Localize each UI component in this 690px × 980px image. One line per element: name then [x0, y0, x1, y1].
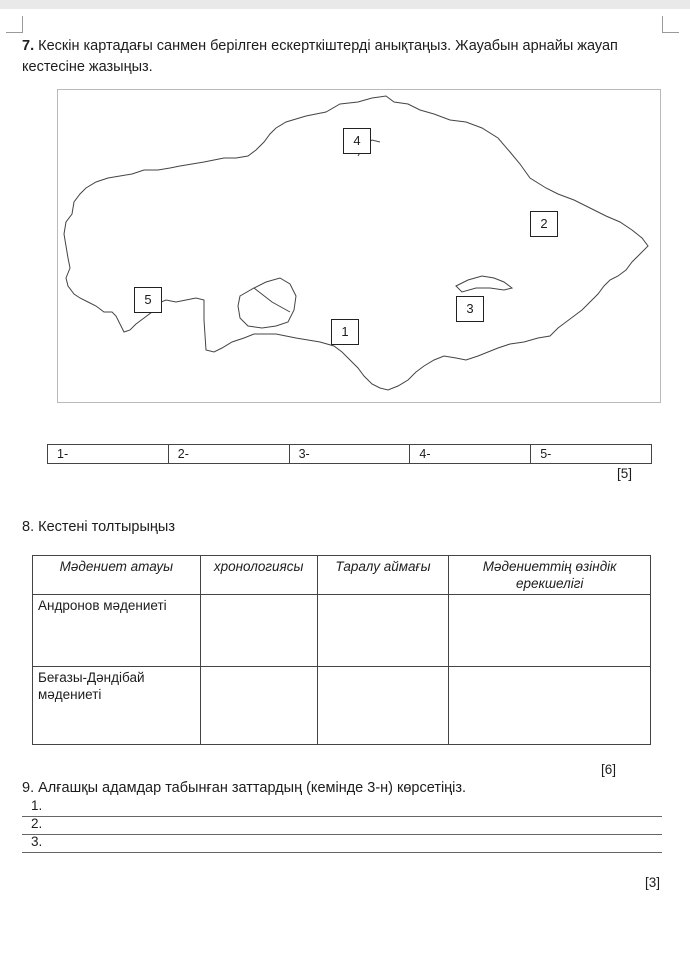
answer-cell-4[interactable]: 4-	[410, 445, 531, 463]
answer-cell-3[interactable]: 3-	[290, 445, 411, 463]
answer-table-7	[47, 444, 652, 464]
score-q8: [6]	[601, 762, 617, 777]
answer-line-2[interactable]	[22, 816, 662, 835]
culture-table	[32, 555, 651, 745]
header-region: Таралу аймағы	[317, 556, 449, 595]
answer-cell-5[interactable]: 5-	[540, 447, 552, 461]
header-culture-name: Мәдениет атауы	[33, 556, 201, 595]
header-features: Мәдениеттің өзіндік ерекшелігі	[449, 556, 651, 595]
map-marker-5: 5	[134, 287, 162, 313]
row-begazy-name: Беғазы-Дәндібай мәдениеті	[33, 667, 201, 745]
question-8-text: 8. Кестені толтырыңыз	[22, 519, 175, 535]
score-q9: [3]	[645, 875, 661, 890]
cell-begazy-region[interactable]	[317, 667, 449, 745]
crop-mark-left	[6, 16, 23, 33]
map-marker-4: 4	[343, 128, 371, 154]
row-andronov-name: Андронов мәдениеті	[33, 595, 201, 667]
crop-mark-right	[662, 16, 679, 33]
top-bar	[0, 0, 690, 9]
answer-line-1-label: 1.	[31, 798, 43, 813]
cell-andronov-chronology[interactable]	[200, 595, 317, 667]
map-marker-2: 2	[530, 211, 558, 237]
answer-cell-2[interactable]: 2-	[169, 445, 290, 463]
cell-andronov-features[interactable]	[449, 595, 651, 667]
map-marker-1: 1	[331, 319, 359, 345]
contour-map	[57, 89, 661, 403]
map-marker-3: 3	[456, 296, 484, 322]
answer-line-2-label: 2.	[31, 816, 43, 831]
question-7-number: 7.	[22, 38, 35, 54]
question-7-body: Кескін картадағы санмен берілген ескерткіштерді анықтаңыз. Жауабын арнайы жауап кестесіне жазыңыз.	[22, 38, 618, 75]
cell-andronov-region[interactable]	[317, 595, 449, 667]
answer-line-3-label: 3.	[31, 834, 43, 849]
question-7-text	[22, 36, 662, 78]
cell-begazy-chronology[interactable]	[200, 667, 317, 745]
question-9-text: 9. Алғашқы адамдар табынған заттардың (кемінде 3-н) көрсетіңіз.	[22, 780, 467, 796]
cell-begazy-features[interactable]	[449, 667, 651, 745]
score-q7: [5]	[617, 466, 633, 481]
answer-line-3[interactable]	[22, 834, 662, 853]
answer-cell-1[interactable]: 1-	[48, 445, 169, 463]
header-chronology: хронологиясы	[200, 556, 317, 595]
answer-line-1[interactable]	[22, 798, 662, 817]
